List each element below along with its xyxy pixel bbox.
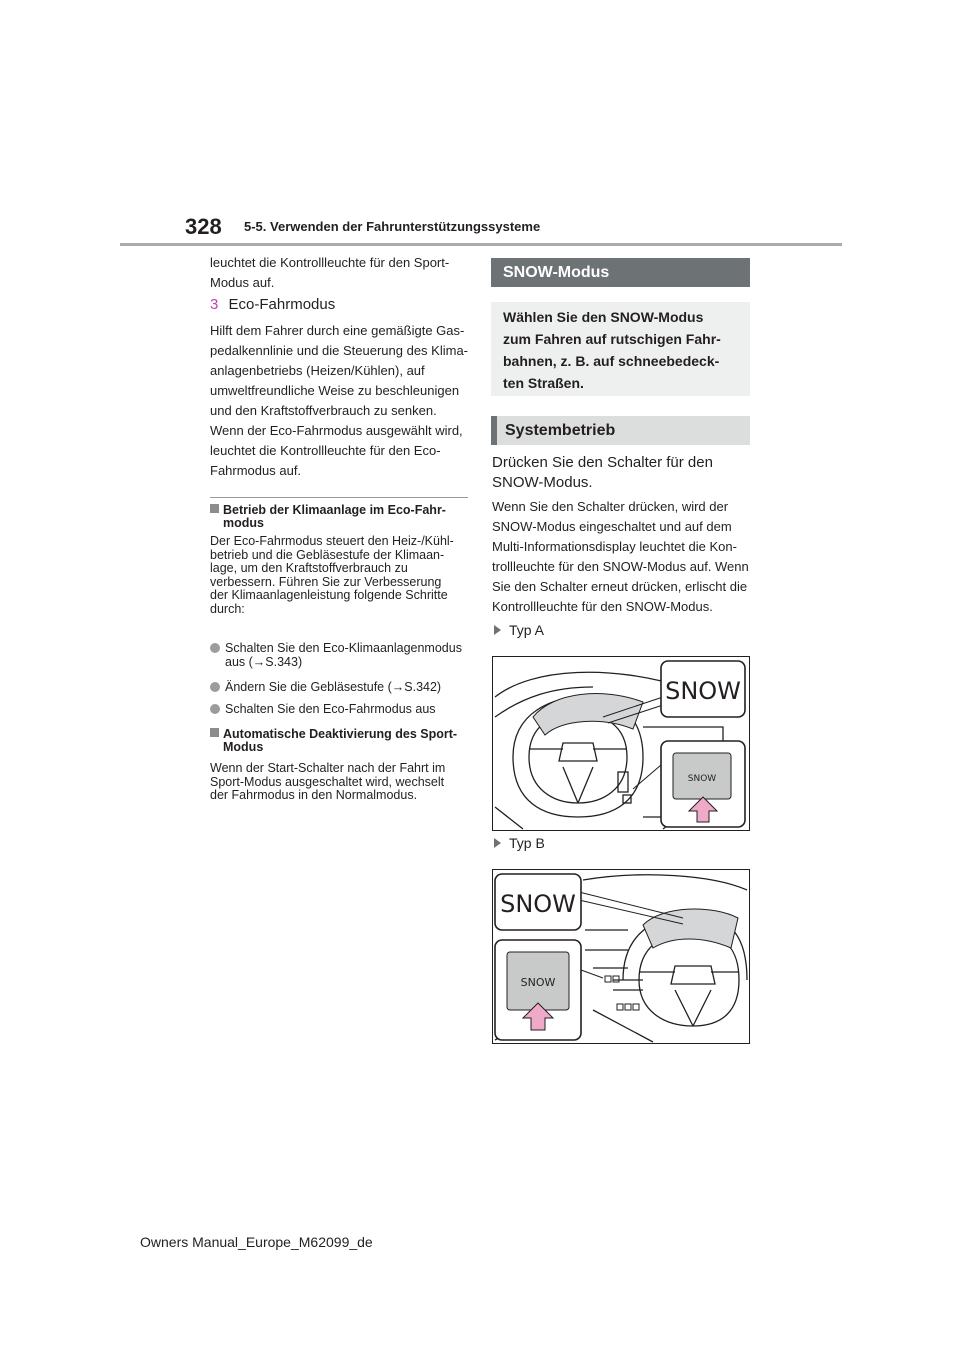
button-snow-label: SNOW [687,774,717,784]
footer-document-id: Owners Manual_Europe_M62099_de [140,1234,373,1250]
subsection-divider [210,497,468,498]
text-line: der Fahrmodus in den Normalmodus. [210,788,418,802]
text-line: Hilft dem Fahrer durch eine gemäßigte Gas- [210,323,465,338]
text-line: der Klimaanlagenleistung folgende Schritte [210,588,448,602]
snow-detail-paragraph [492,497,754,617]
text-line: umweltfreundliche Weise zu beschleunigen [210,383,460,398]
text-line: Wenn Sie den Schalter drücken, wird der [492,499,729,514]
text-line: bahnen, z. B. auf schneebedeck- [503,353,720,369]
section-title: 5-5. Verwenden der Fahrunterstützungssysteme [244,219,541,234]
type-a-label [494,622,544,638]
text-line: pedalkennlinie und die Steuerung des Klima- [210,343,469,358]
text-line: Schalten Sie den Eco-Fahrmodus aus [225,702,436,716]
climate-paragraph [210,535,468,616]
list-item [210,681,468,695]
press-instruction [492,453,754,493]
text-line: Modus auf. [210,275,275,290]
text-line: Automatische Deaktivierung des Sport- [223,727,458,741]
text-line: und den Kraftstoffverbrauch zu senken. [210,403,437,418]
text-line: Drücken Sie den Schalter für den [492,454,713,471]
eco-indicator-paragraph [210,421,468,481]
list-item [210,703,468,717]
text-line: aus (→S.343) [225,654,303,669]
text-line: Kontrollleuchte für den SNOW-Modus. [492,599,713,614]
figure-type-b [492,869,750,1044]
triangle-bullet-icon [494,838,501,848]
text-line: ten Straßen. [503,375,584,391]
list-item [210,642,468,669]
text-line: Wenn der Eco-Fahrmodus ausgewählt wird, [210,423,463,438]
text-line: leuchtet die Kontrollleuchte für den Sport- [210,255,450,270]
display-snow-label: SNOW [500,890,576,918]
bullet-icon [210,682,220,692]
text-line: Ändern Sie die Gebläsestufe (→S.342) [225,680,442,694]
triangle-bullet-icon [494,625,501,635]
text-line: trollleuchte für den SNOW-Modus auf. Wenn [492,559,749,574]
subsection-heading-climate [210,504,468,530]
type-b-label [494,835,545,851]
text-line: modus [223,516,264,530]
text-line: Fahrmodus auf. [210,463,302,478]
subsection-heading-sport [210,728,468,754]
bullet-icon [210,704,220,714]
button-snow-label: SNOW [520,976,556,989]
text-line: Modus [223,740,264,754]
system-operation-heading: Systembetrieb [491,416,750,445]
square-bullet-icon [210,504,219,513]
step-title: Eco-Fahrmodus [228,296,336,313]
text-line: Typ B [509,835,545,851]
text-line: anlagenbetriebs (Heizen/Kühlen), auf [210,363,425,378]
bullet-icon [210,643,220,653]
intro-paragraph [210,253,468,293]
text-line: durch: [210,601,245,616]
page-number: 328 [185,214,222,239]
header-divider [120,243,842,246]
text-line: Typ A [509,622,545,638]
figure-type-a [492,656,750,831]
text-line: leuchtet die Kontrollleuchte für den Eco- [210,443,441,458]
text-line: verbessern. Führen Sie zur Verbesserung [210,574,442,589]
display-snow-label: SNOW [665,677,741,705]
text-line: Wählen Sie den SNOW-Modus [503,309,704,325]
snow-intro-box [491,302,750,396]
snow-mode-heading: SNOW-Modus [491,258,750,287]
text-line: zum Fahren auf rutschigen Fahr- [503,331,721,347]
dashboard-illustration-a [493,657,749,830]
eco-description [210,321,468,421]
dashboard-illustration-b [493,870,749,1043]
text-line: Betrieb der Klimaanlage im Eco-Fahr- [223,503,446,517]
text-line: lage, um den Kraftstoffverbrauch zu [210,561,408,575]
sport-paragraph [210,762,468,803]
step-number: 3 [210,296,219,313]
text-line: Wenn der Start-Schalter nach der Fahrt im [210,761,446,775]
text-line: Schalten Sie den Eco-Klimaanlagenmodus [225,641,462,655]
text-line: Multi-Informationsdisplay leuchtet die Kon- [492,539,737,554]
text-line: Sie den Schalter erneut drücken, erlischt die [492,579,748,594]
text-line: SNOW-Modus eingeschaltet und auf dem [492,519,732,534]
text-line: Der Eco-Fahrmodus steuert den Heiz-/Kühl- [210,534,454,548]
text-line: betrieb und die Gebläsestufe der Klimaan- [210,547,445,562]
step-heading [210,296,468,313]
square-bullet-icon [210,728,219,737]
text-line: SNOW-Modus. [492,474,593,491]
text-line: Sport-Modus ausgeschaltet wird, wechselt [210,774,445,789]
